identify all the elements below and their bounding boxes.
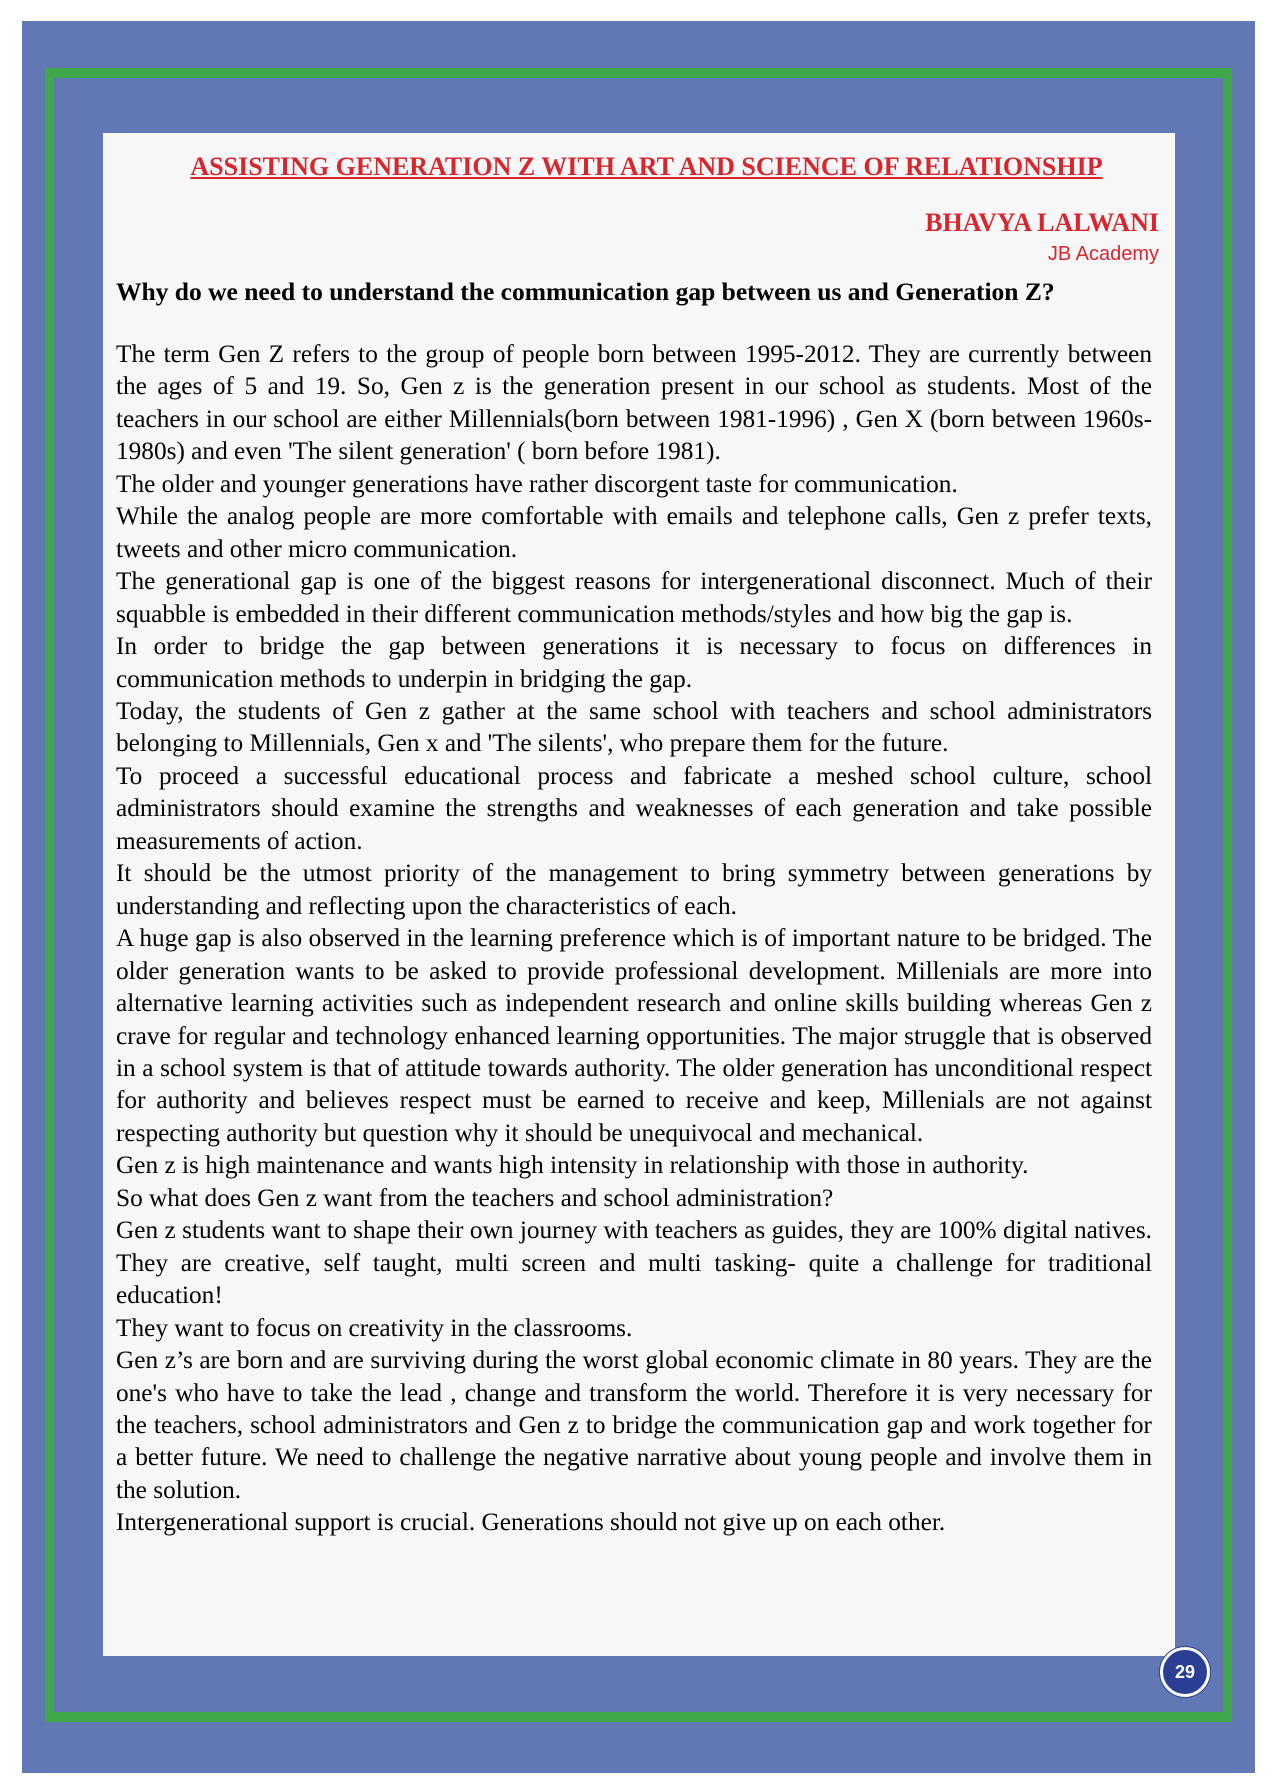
paragraph: Gen z’s are born and are surviving during the worst global economic climate in 80 years. They are the one's who have to take the lead , change and transform the world. Therefore it is very necessary for the teachers, school administrators and Gen z to bridge the communication gap and work together for a better future. We need to challenge the negative narrative about young people and involve them in the solution. [116, 1346, 1152, 1504]
page-number-badge: 29 [1160, 1647, 1210, 1697]
article-body [116, 338, 1152, 1539]
paragraph: The older and younger generations have rather discorgent taste for communication. [116, 469, 958, 498]
paragraph: A huge gap is also observed in the learning preference which is of important nature to be bridged. The older generation wants to be asked to provide professional development. Millenials are more into alternative learning activities such as independent research and online skills building whereas Gen z crave for regular and technology enhanced learning opportunities. The major struggle that is observed in a school system is that of attitude towards authority. The older generation has unconditional respect for authority and believes respect must be earned to receive and keep, Millenials are not against respecting authority but question why it should be unequivocal and mechanical. [116, 924, 1152, 1147]
paragraph: Intergenerational support is crucial. Generations should not give up on each other. [116, 1508, 946, 1537]
paragraph: They want to focus on creativity in the classrooms. [116, 1313, 633, 1342]
paragraph: So what does Gen z want from the teachers and school administration? [116, 1183, 834, 1212]
paragraph: While the analog people are more comfortable with emails and telephone calls, Gen z prefer texts, tweets and other micro communication. [116, 502, 1152, 563]
paragraph: In order to bridge the gap between generations it is necessary to focus on differences in communication methods to underpin in bridging the gap. [116, 632, 1152, 693]
section-question: Why do we need to understand the communication gap between us and Generation Z? [116, 277, 1055, 306]
paragraph: The generational gap is one of the biggest reasons for intergenerational disconnect. Much of their squabble is embedded in their different communication methods/styles and how big the gap is. [116, 567, 1152, 628]
paragraph: Gen z is high maintenance and wants high intensity in relationship with those in authority. [116, 1151, 1029, 1180]
paragraph: The term Gen Z refers to the group of people born between 1995-2012. They are currently between the ages of 5 and 19. So, Gen z is the generation present in our school as students. Most of the teachers in our school are either Millennials(born between 1981-1996) , Gen X (born between 1960s-1980s) and even 'The silent generation' ( born before 1981). [116, 340, 1152, 466]
article-title: ASSISTING GENERATION Z WITH ART AND SCIENCE OF RELATIONSHIP [190, 152, 1103, 181]
paragraph: Today, the students of Gen z gather at the same school with teachers and school administrators belonging to Millennials, Gen x and 'The silents', who prepare them for the future. [116, 696, 1152, 758]
paragraph: To proceed a successful educational process and fabricate a meshed school culture, school administrators should examine the strengths and weaknesses of each generation and take possible measurements of action. [116, 761, 1152, 855]
paragraph: It should be the utmost priority of the management to bring symmetry between generations by understanding and reflecting upon the characteristics of each. [116, 859, 1152, 920]
author-affiliation: JB Academy [1047, 243, 1159, 265]
paragraph: Gen z students want to shape their own journey with teachers as guides, they are 100% digital natives. They are creative, self taught, multi screen and multi tasking- quite a challenge for traditional education! [116, 1216, 1152, 1310]
article-author: BHAVYA LALWANI [925, 208, 1159, 237]
